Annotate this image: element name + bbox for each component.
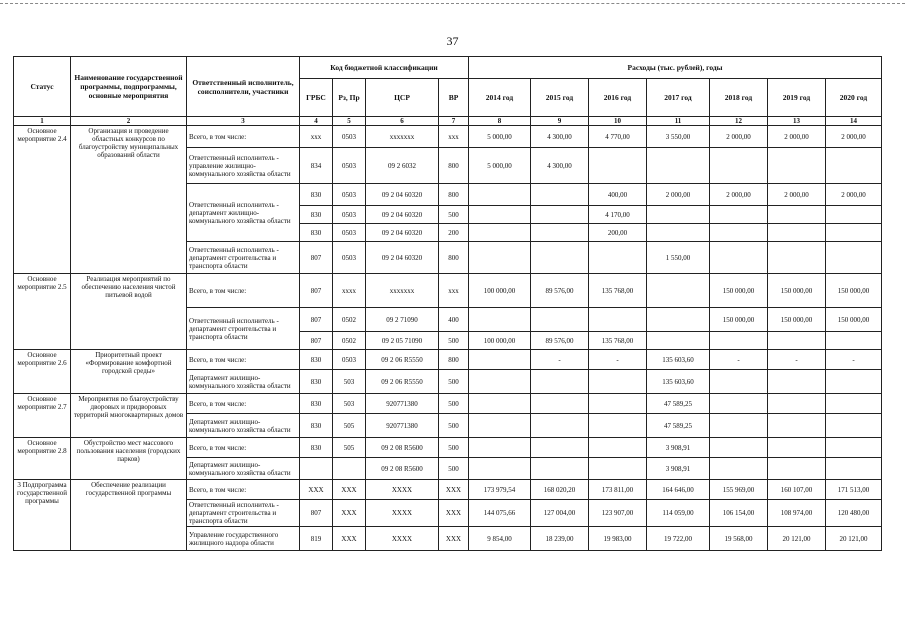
rzpr-cell: 505 <box>333 414 366 438</box>
expense-value-cell <box>768 370 826 394</box>
expense-value-cell: - <box>710 350 768 370</box>
vr-cell: 500 <box>439 394 469 414</box>
header-expenses: Расходы (тыс. рублей), годы <box>469 57 882 79</box>
expense-value-cell: 173 979,54 <box>469 480 531 500</box>
csr-cell: 09 2 04 60320 <box>366 242 439 274</box>
expense-value-cell: 18 239,00 <box>531 527 589 551</box>
header-status: Статус <box>14 57 71 117</box>
csr-cell: xxxxxxx <box>366 274 439 308</box>
vr-cell: 200 <box>439 224 469 242</box>
rzpr-cell <box>333 458 366 480</box>
rzpr-cell: 0503 <box>333 206 366 224</box>
expense-value-cell: 2 000,00 <box>768 184 826 206</box>
expense-value-cell <box>531 438 589 458</box>
vr-cell: 800 <box>439 148 469 184</box>
expense-value-cell <box>710 206 768 224</box>
expense-value-cell: 9 854,00 <box>469 527 531 551</box>
expense-value-cell <box>531 184 589 206</box>
expense-value-cell: 155 969,00 <box>710 480 768 500</box>
expense-value-cell: 150 000,00 <box>768 274 826 308</box>
grbs-cell: 830 <box>300 184 333 206</box>
expense-value-cell <box>826 414 882 438</box>
csr-cell: 09 2 08 R5600 <box>366 458 439 480</box>
executor-cell: Управление государственного жилищного надзора области <box>187 527 300 551</box>
expense-value-cell <box>710 224 768 242</box>
csr-cell: 09 2 6032 <box>366 148 439 184</box>
grbs-cell: 819 <box>300 527 333 551</box>
expense-value-cell <box>768 206 826 224</box>
expense-value-cell <box>469 184 531 206</box>
table-row <box>14 126 882 148</box>
expense-value-cell <box>469 414 531 438</box>
status-cell: Основное мероприятие 2.8 <box>14 438 71 480</box>
csr-cell: 09 2 06 R5550 <box>366 370 439 394</box>
header-year: 2018 год <box>710 79 768 117</box>
table-row <box>14 274 882 308</box>
expense-value-cell <box>826 332 882 350</box>
vr-cell: 800 <box>439 184 469 206</box>
expense-value-cell <box>589 148 647 184</box>
rzpr-cell: 0503 <box>333 148 366 184</box>
expense-value-cell <box>826 458 882 480</box>
rzpr-cell: XXX <box>333 527 366 551</box>
expense-value-cell: 89 576,00 <box>531 332 589 350</box>
column-number: 4 <box>300 117 333 126</box>
expense-value-cell: 20 121,00 <box>768 527 826 551</box>
header-year: 2014 год <box>469 79 531 117</box>
header-csr: ЦСР <box>366 79 439 117</box>
expense-value-cell <box>531 206 589 224</box>
expense-value-cell: 144 075,66 <box>469 500 531 527</box>
grbs-cell: 830 <box>300 224 333 242</box>
expense-value-cell <box>469 206 531 224</box>
expense-value-cell: 150 000,00 <box>826 274 882 308</box>
page-number: 37 <box>446 34 459 48</box>
expense-value-cell: 127 004,00 <box>531 500 589 527</box>
expense-value-cell <box>768 414 826 438</box>
expense-value-cell: 173 811,00 <box>589 480 647 500</box>
expense-value-cell: 150 000,00 <box>826 308 882 332</box>
executor-cell: Всего, в том числе: <box>187 126 300 148</box>
grbs-cell: 830 <box>300 350 333 370</box>
expense-value-cell: 19 722,00 <box>647 527 710 551</box>
grbs-cell: 830 <box>300 370 333 394</box>
expense-value-cell: 2 000,00 <box>826 126 882 148</box>
expense-value-cell: 2 000,00 <box>710 126 768 148</box>
expense-value-cell <box>589 438 647 458</box>
page-top-border <box>0 3 905 4</box>
expense-value-cell: 135 603,60 <box>647 350 710 370</box>
expense-value-cell: 2 000,00 <box>826 184 882 206</box>
expense-value-cell: 200,00 <box>589 224 647 242</box>
csr-cell: XXXX <box>366 480 439 500</box>
executor-cell: Департамент жилищно-коммунального хозяйства области <box>187 458 300 480</box>
header-year: 2015 год <box>531 79 589 117</box>
vr-cell: XXX <box>439 480 469 500</box>
expense-value-cell: 4 770,00 <box>589 126 647 148</box>
rzpr-cell: 0502 <box>333 332 366 350</box>
expense-value-cell <box>469 394 531 414</box>
executor-cell: Ответственный исполнитель - департамент строительства и транспорта области <box>187 500 300 527</box>
grbs-cell: 807 <box>300 500 333 527</box>
expense-value-cell <box>710 148 768 184</box>
expense-value-cell <box>531 414 589 438</box>
header-year: 2020 год <box>826 79 882 117</box>
expense-value-cell: 135 768,00 <box>589 332 647 350</box>
table-body <box>14 126 882 551</box>
expense-value-cell <box>710 438 768 458</box>
expense-value-cell: 2 000,00 <box>710 184 768 206</box>
expense-value-cell <box>826 206 882 224</box>
expense-value-cell <box>768 148 826 184</box>
rzpr-cell: 505 <box>333 438 366 458</box>
expense-value-cell <box>826 148 882 184</box>
executor-cell: Всего, в том числе: <box>187 394 300 414</box>
rzpr-cell: 503 <box>333 370 366 394</box>
expense-value-cell <box>531 370 589 394</box>
vr-cell: 400 <box>439 308 469 332</box>
activity-name-cell: Мероприятия по благоустройству дворовых и придворовых территорий многоквартирных домов <box>71 394 187 438</box>
expense-value-cell: 135 603,60 <box>647 370 710 394</box>
expense-value-cell <box>826 242 882 274</box>
executor-cell: Всего, в том числе: <box>187 480 300 500</box>
expense-value-cell: 3 908,91 <box>647 438 710 458</box>
expense-value-cell: 168 020,20 <box>531 480 589 500</box>
csr-cell: 09 2 04 60320 <box>366 224 439 242</box>
expense-value-cell <box>469 370 531 394</box>
activity-name-cell: Обустройство мест массового пользования населения (городских парков) <box>71 438 187 480</box>
vr-cell: XXX <box>439 527 469 551</box>
expense-value-cell <box>647 274 710 308</box>
expense-value-cell <box>469 350 531 370</box>
status-cell: Основное мероприятие 2.7 <box>14 394 71 438</box>
column-number-row <box>14 117 882 126</box>
expense-value-cell: - <box>826 350 882 370</box>
column-number: 2 <box>71 117 187 126</box>
csr-cell: 09 2 04 60320 <box>366 206 439 224</box>
rzpr-cell: 0502 <box>333 308 366 332</box>
expense-value-cell: 89 576,00 <box>531 274 589 308</box>
expense-value-cell <box>768 394 826 414</box>
expense-value-cell <box>469 458 531 480</box>
csr-cell: 09 2 08 R5600 <box>366 438 439 458</box>
expense-value-cell: 5 000,00 <box>469 126 531 148</box>
header-executor: Ответственный исполнитель, соисполнители, участники <box>187 57 300 117</box>
grbs-cell: 807 <box>300 274 333 308</box>
executor-cell: Ответственный исполнитель - департамент строительства и транспорта области <box>187 242 300 274</box>
expense-value-cell <box>589 242 647 274</box>
expense-value-cell <box>469 224 531 242</box>
vr-cell: XXX <box>439 500 469 527</box>
csr-cell: 09 2 05 71090 <box>366 332 439 350</box>
expense-value-cell: 100 000,00 <box>469 332 531 350</box>
column-number: 9 <box>531 117 589 126</box>
csr-cell: 920771380 <box>366 414 439 438</box>
expense-value-cell <box>647 308 710 332</box>
expense-value-cell: 164 646,00 <box>647 480 710 500</box>
expense-value-cell: 5 000,00 <box>469 148 531 184</box>
column-number: 11 <box>647 117 710 126</box>
expense-value-cell <box>710 370 768 394</box>
rzpr-cell: XXX <box>333 500 366 527</box>
expense-value-cell <box>589 458 647 480</box>
expense-value-cell <box>469 242 531 274</box>
expense-value-cell <box>826 370 882 394</box>
executor-cell: Всего, в том числе: <box>187 438 300 458</box>
rzpr-cell: 0503 <box>333 184 366 206</box>
column-number: 7 <box>439 117 469 126</box>
csr-cell: XXXX <box>366 527 439 551</box>
column-number: 8 <box>469 117 531 126</box>
header-budget-code: Код бюджетной классификации <box>300 57 469 79</box>
expense-value-cell <box>469 438 531 458</box>
executor-cell: Ответственный исполнитель - департамент жилищно-коммунального хозяйства области <box>187 184 300 242</box>
vr-cell: 800 <box>439 242 469 274</box>
expense-value-cell: 4 170,00 <box>589 206 647 224</box>
expense-value-cell: 4 300,00 <box>531 126 589 148</box>
status-cell: Основное мероприятие 2.4 <box>14 126 71 274</box>
expense-value-cell <box>531 224 589 242</box>
expense-value-cell: 2 000,00 <box>647 184 710 206</box>
grbs-cell: 807 <box>300 308 333 332</box>
expense-value-cell <box>710 458 768 480</box>
expense-value-cell <box>826 394 882 414</box>
header-year: 2016 год <box>589 79 647 117</box>
expense-value-cell: 120 480,00 <box>826 500 882 527</box>
rzpr-cell: 503 <box>333 394 366 414</box>
csr-cell: 09 2 71090 <box>366 308 439 332</box>
vr-cell: 800 <box>439 350 469 370</box>
rzpr-cell: 0503 <box>333 224 366 242</box>
grbs-cell: 830 <box>300 206 333 224</box>
grbs-cell: 830 <box>300 394 333 414</box>
expense-value-cell <box>647 148 710 184</box>
expense-value-cell <box>531 308 589 332</box>
activity-name-cell: Обеспечение реализации государственной программы <box>71 480 187 551</box>
expense-value-cell <box>710 332 768 350</box>
vr-cell: 500 <box>439 206 469 224</box>
header-grbs: ГРБС <box>300 79 333 117</box>
executor-cell: Департамент жилищно-коммунального хозяйства области <box>187 414 300 438</box>
expense-value-cell: 160 107,00 <box>768 480 826 500</box>
expense-value-cell: - <box>589 350 647 370</box>
column-number: 12 <box>710 117 768 126</box>
executor-cell: Ответственный исполнитель - управление жилищно-коммунального хозяйства области <box>187 148 300 184</box>
rzpr-cell: 0503 <box>333 126 366 148</box>
budget-table <box>13 56 882 551</box>
vr-cell: 500 <box>439 414 469 438</box>
activity-name-cell: Организация и проведение областных конкурсов по благоустройству муниципальных образований области <box>71 126 187 274</box>
header-year: 2017 год <box>647 79 710 117</box>
csr-cell: XXXX <box>366 500 439 527</box>
expense-value-cell <box>710 242 768 274</box>
expense-value-cell <box>768 332 826 350</box>
expense-value-cell <box>589 394 647 414</box>
expense-value-cell <box>826 224 882 242</box>
expense-value-cell <box>647 332 710 350</box>
column-number: 10 <box>589 117 647 126</box>
executor-cell: Всего, в том числе: <box>187 274 300 308</box>
activity-name-cell: Приоритетный проект «Формирование комфортной городской среды» <box>71 350 187 394</box>
csr-cell: 09 2 04 60320 <box>366 184 439 206</box>
expense-value-cell <box>768 458 826 480</box>
expense-value-cell: 123 907,00 <box>589 500 647 527</box>
executor-cell: Всего, в том числе: <box>187 350 300 370</box>
expense-value-cell <box>589 370 647 394</box>
status-cell: Основное мероприятие 2.6 <box>14 350 71 394</box>
csr-cell: xxxxxxx <box>366 126 439 148</box>
column-number: 14 <box>826 117 882 126</box>
expense-value-cell: 150 000,00 <box>710 274 768 308</box>
expense-value-cell: 1 550,00 <box>647 242 710 274</box>
grbs-cell: XXX <box>300 480 333 500</box>
grbs-cell <box>300 458 333 480</box>
expense-value-cell: 3 908,91 <box>647 458 710 480</box>
table-row <box>14 438 882 458</box>
header-year: 2019 год <box>768 79 826 117</box>
expense-value-cell: 100 000,00 <box>469 274 531 308</box>
column-number: 6 <box>366 117 439 126</box>
expense-value-cell <box>647 206 710 224</box>
expense-value-cell <box>768 224 826 242</box>
header-vr: ВР <box>439 79 469 117</box>
expense-value-cell: 150 000,00 <box>710 308 768 332</box>
expense-value-cell <box>768 438 826 458</box>
table-row <box>14 480 882 500</box>
table-row <box>14 350 882 370</box>
expense-value-cell <box>589 308 647 332</box>
expense-value-cell: 3 550,00 <box>647 126 710 148</box>
rzpr-cell: 0503 <box>333 242 366 274</box>
grbs-cell: 807 <box>300 332 333 350</box>
vr-cell: 500 <box>439 332 469 350</box>
grbs-cell: xxx <box>300 126 333 148</box>
vr-cell: 500 <box>439 438 469 458</box>
status-cell: Основное мероприятие 2.5 <box>14 274 71 350</box>
expense-value-cell: 4 300,00 <box>531 148 589 184</box>
csr-cell: 09 2 06 R5550 <box>366 350 439 370</box>
expense-value-cell: 2 000,00 <box>768 126 826 148</box>
header-rzpr: Рз, Пр <box>333 79 366 117</box>
expense-value-cell <box>531 394 589 414</box>
expense-value-cell: 135 768,00 <box>589 274 647 308</box>
expense-value-cell: - <box>768 350 826 370</box>
grbs-cell: 830 <box>300 438 333 458</box>
expense-value-cell: - <box>531 350 589 370</box>
expense-value-cell: 171 513,00 <box>826 480 882 500</box>
column-number: 13 <box>768 117 826 126</box>
csr-cell: 920771380 <box>366 394 439 414</box>
expense-value-cell <box>531 242 589 274</box>
expense-value-cell: 400,00 <box>589 184 647 206</box>
grbs-cell: 830 <box>300 414 333 438</box>
executor-cell: Ответственный исполнитель - департамент строительства и транспорта области <box>187 308 300 350</box>
expense-value-cell <box>710 394 768 414</box>
vr-cell: 500 <box>439 458 469 480</box>
rzpr-cell: XXX <box>333 480 366 500</box>
expense-value-cell <box>647 224 710 242</box>
expense-value-cell <box>469 308 531 332</box>
status-cell: 3 Подпрограмма государственной программы <box>14 480 71 551</box>
expense-value-cell <box>710 414 768 438</box>
vr-cell: xxx <box>439 126 469 148</box>
activity-name-cell: Реализация мероприятий по обеспечению населения чистой питьевой водой <box>71 274 187 350</box>
expense-value-cell <box>826 438 882 458</box>
column-number: 1 <box>14 117 71 126</box>
vr-cell: 500 <box>439 370 469 394</box>
grbs-cell: 834 <box>300 148 333 184</box>
executor-cell: Департамент жилищно-коммунального хозяйства области <box>187 370 300 394</box>
column-number: 3 <box>187 117 300 126</box>
table-row <box>14 394 882 414</box>
expense-value-cell: 20 121,00 <box>826 527 882 551</box>
expense-value-cell <box>589 414 647 438</box>
expense-value-cell: 19 983,00 <box>589 527 647 551</box>
header-name: Наименование государственной программы, подпрограммы, основные мероприятия <box>71 57 187 117</box>
expense-value-cell <box>768 242 826 274</box>
expense-value-cell: 47 589,25 <box>647 414 710 438</box>
expense-value-cell: 108 974,00 <box>768 500 826 527</box>
expense-value-cell <box>531 458 589 480</box>
column-number: 5 <box>333 117 366 126</box>
expense-value-cell: 114 059,00 <box>647 500 710 527</box>
rzpr-cell: 0503 <box>333 350 366 370</box>
rzpr-cell: xxxx <box>333 274 366 308</box>
vr-cell: xxx <box>439 274 469 308</box>
expense-value-cell: 19 568,00 <box>710 527 768 551</box>
grbs-cell: 807 <box>300 242 333 274</box>
expense-value-cell: 106 154,00 <box>710 500 768 527</box>
expense-value-cell: 47 589,25 <box>647 394 710 414</box>
expense-value-cell: 150 000,00 <box>768 308 826 332</box>
